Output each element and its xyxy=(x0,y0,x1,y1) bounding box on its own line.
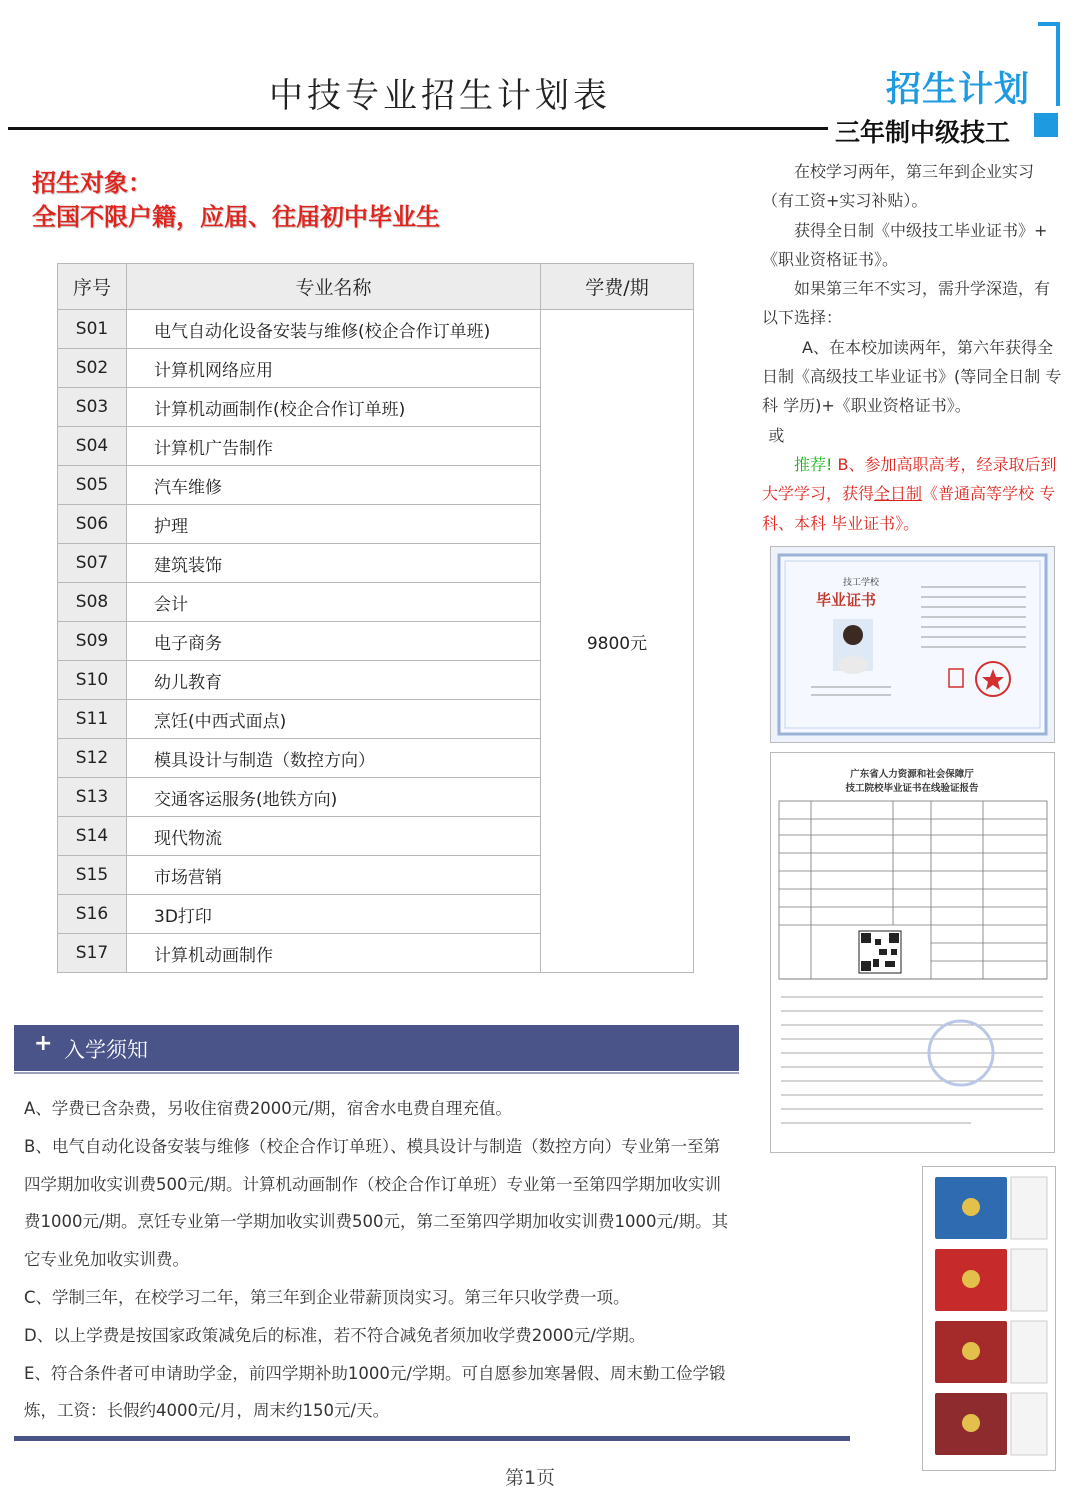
cert-school-label: 技工学校 xyxy=(843,578,880,588)
bottom-divider xyxy=(14,1436,850,1441)
major-code: S01 xyxy=(58,310,127,349)
major-code: S13 xyxy=(58,778,127,817)
major-code: S04 xyxy=(58,427,127,466)
major-code: S07 xyxy=(58,544,127,583)
header-code: 序号 xyxy=(58,264,127,310)
notice-header-bar xyxy=(14,1025,739,1071)
major-name: 交通客运服务(地铁方向) xyxy=(127,778,541,817)
brand-subtitle: 三年制中级技工 xyxy=(835,118,1011,147)
major-name: 幼儿教育 xyxy=(127,661,541,700)
major-name: 模具设计与制造（数控方向） xyxy=(127,739,541,778)
verify-title-2: 技工院校毕业证书在线验证报告 xyxy=(845,783,979,794)
major-name: 计算机动画制作 xyxy=(127,934,541,973)
graduation-certificate-image xyxy=(770,546,1055,743)
major-name: 电气自动化设备安装与维修(校企合作订单班) xyxy=(127,310,541,349)
program-description xyxy=(762,157,1062,538)
side-p6-text-b: 《普通高等学校 专科、本科 毕业证书》。 xyxy=(762,484,1056,533)
major-code: S06 xyxy=(58,505,127,544)
major-name: 计算机网络应用 xyxy=(127,349,541,388)
page-title: 中技专业招生计划表 xyxy=(269,76,611,116)
side-paragraph-2: 获得全日制《中级技工毕业证书》+《职业资格证书》。 xyxy=(762,220,1048,269)
brand-bracket-decoration xyxy=(1038,22,1060,106)
notice-body xyxy=(24,1090,736,1430)
table-header-row xyxy=(58,264,694,310)
target-description: 全国不限户籍，应届、往届初中毕业生 xyxy=(32,203,440,231)
major-code: S14 xyxy=(58,817,127,856)
side-p6-underlined: 全日制 xyxy=(874,484,923,504)
header-fee: 学费/期 xyxy=(541,264,694,310)
notice-item-c: C、学制三年，在校学习二年，第三年到企业带薪顶岗实习。第三年只收学费一项。 xyxy=(24,1287,630,1307)
major-name: 3D打印 xyxy=(127,895,541,934)
side-p6-text-a: B、参加高职高考，经录取后到大学学习，获得 xyxy=(762,454,1057,504)
side-paragraph-1: 在校学习两年，第三年到企业实习（有工资+实习补贴）。 xyxy=(762,162,1035,211)
side-paragraph-3: 如果第三年不实习，需升学深造，有以下选择： xyxy=(762,279,1051,328)
major-code: S10 xyxy=(58,661,127,700)
major-code: S17 xyxy=(58,934,127,973)
major-code: S03 xyxy=(58,388,127,427)
major-name: 计算机动画制作(校企合作订单班) xyxy=(127,388,541,427)
target-label: 招生对象： xyxy=(32,169,152,197)
header-major: 专业名称 xyxy=(127,264,541,310)
tuition-fee: 9800元 xyxy=(541,310,694,973)
brand-square-decoration xyxy=(1034,113,1058,137)
majors-table xyxy=(57,263,694,973)
major-name: 护理 xyxy=(127,505,541,544)
major-name: 会计 xyxy=(127,583,541,622)
major-code: S09 xyxy=(58,622,127,661)
notice-item-d: D、以上学费是按国家政策减免后的标准，若不符合减免者须加收学费2000元/学期。 xyxy=(24,1325,646,1345)
major-name: 电子商务 xyxy=(127,622,541,661)
side-paragraph-6 xyxy=(762,450,1062,538)
major-name: 现代物流 xyxy=(127,817,541,856)
major-code: S08 xyxy=(58,583,127,622)
side-paragraph-4: A、在本校加读两年，第六年获得全日制《高级技工毕业证书》(等同全日制 专科 学历)+《职业资格证书》。 xyxy=(762,337,1062,416)
notice-item-a: A、学费已含杂费，另收住宿费2000元/期，宿舍水电费自理充值。 xyxy=(24,1099,512,1118)
recommend-tag: 推荐! xyxy=(794,454,833,474)
notice-item-b: B、电气自动化设备安装与维修（校企合作订单班）、模具设计与制造（数控方向）专业第一至第四学期加收实训费500元/期。计算机动画制作（校企合作订单班）专业第一至第四学期加收实训费1000元/期。烹饪专业第一学期加收实训费500元，第二至第四学期加收实训费1000元/期。其它专业免加收实训费。 xyxy=(24,1136,729,1270)
major-name: 烹饪(中西式面点) xyxy=(127,700,541,739)
table-row xyxy=(58,310,694,349)
major-code: S11 xyxy=(58,700,127,739)
notice-title: 入学须知 xyxy=(64,1038,148,1062)
title-divider xyxy=(8,127,828,130)
major-name: 计算机广告制作 xyxy=(127,427,541,466)
qualification-certificates-image xyxy=(922,1166,1056,1471)
cert-title: 毕业证书 xyxy=(816,591,877,609)
major-name: 建筑装饰 xyxy=(127,544,541,583)
major-code: S02 xyxy=(58,349,127,388)
notice-item-e: E、符合条件者可申请助学金，前四学期补助1000元/学期。可自愿参加寒暑假、周末勤工俭学锻炼，工资：长假约4000元/月，周末约150元/天。 xyxy=(24,1363,726,1421)
verify-title-1: 广东省人力资源和社会保障厅 xyxy=(850,769,974,780)
major-code: S16 xyxy=(58,895,127,934)
major-code: S15 xyxy=(58,856,127,895)
verification-report-image xyxy=(770,752,1055,1153)
notice-divider xyxy=(14,1072,739,1074)
page-number: 第1页 xyxy=(504,1467,556,1489)
major-code: S05 xyxy=(58,466,127,505)
side-paragraph-5: 或 xyxy=(768,425,785,445)
brand-title: 招生计划 xyxy=(886,70,1031,110)
enrollment-target xyxy=(32,166,440,234)
plus-icon: + xyxy=(34,1031,53,1056)
major-name: 汽车维修 xyxy=(127,466,541,505)
major-name: 市场营销 xyxy=(127,856,541,895)
major-code: S12 xyxy=(58,739,127,778)
